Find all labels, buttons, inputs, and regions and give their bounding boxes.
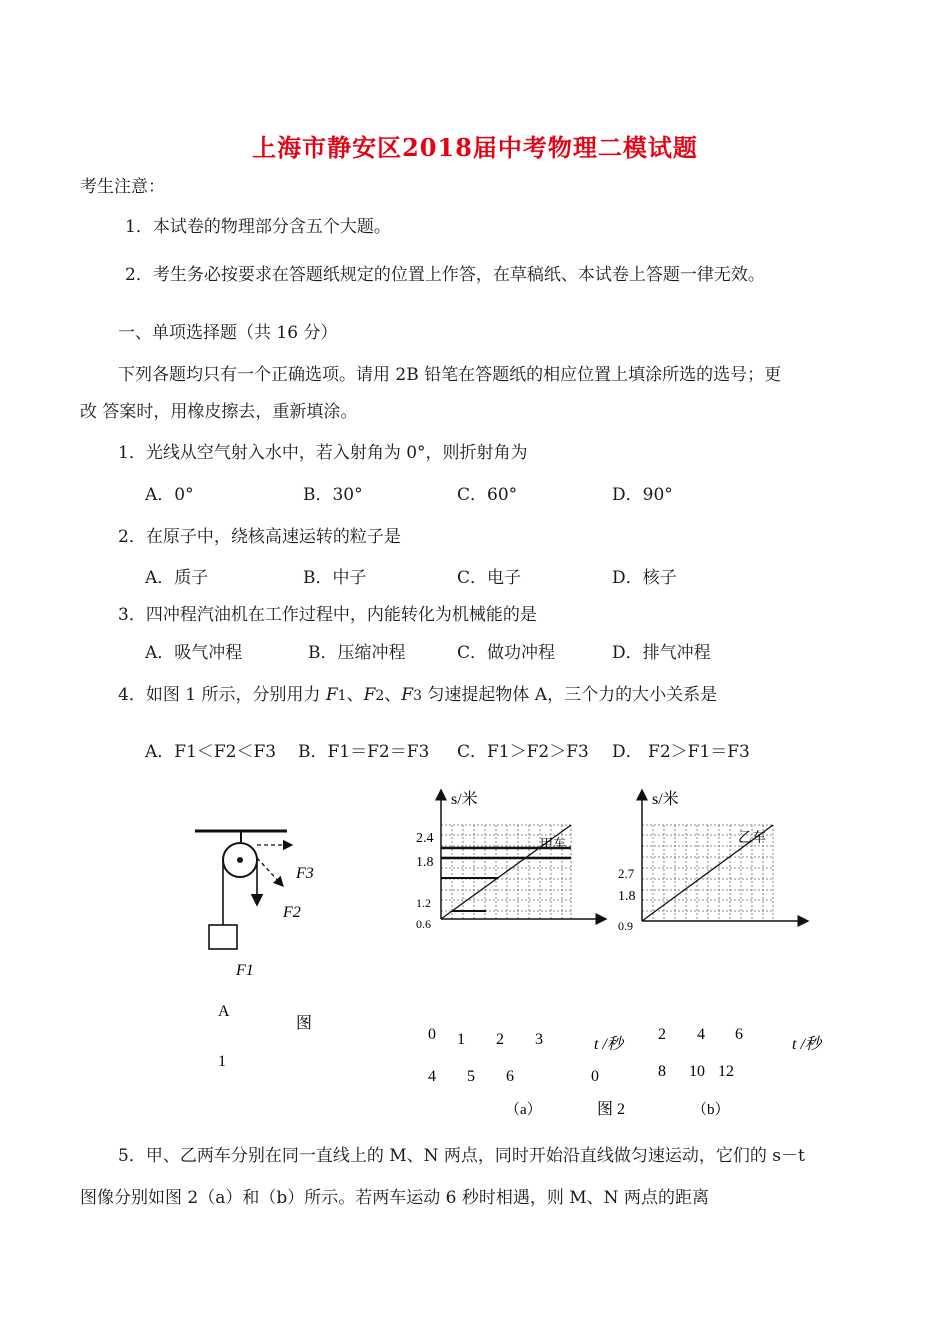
graph-a-xtick: 2 xyxy=(496,1031,504,1048)
graph-b-ytick-0.9: 0.9 xyxy=(618,919,633,933)
pulley-figure xyxy=(195,831,292,949)
graph-a-xtick: 5 xyxy=(467,1068,475,1085)
graph-b-xtick: 10 xyxy=(689,1063,705,1080)
graph-b-ylabel: s/米 xyxy=(652,791,679,808)
q1-option-d: D．90° xyxy=(612,485,673,505)
q2-option-c: C．电子 xyxy=(457,568,522,588)
q4-option-c: C．F1＞F2＞F3 xyxy=(457,742,589,762)
graph-b-sublabel: （b） xyxy=(692,1102,730,1118)
q3-option-d: D．排气冲程 xyxy=(612,643,711,663)
graph-b-xtick: 12 xyxy=(718,1063,734,1080)
question-3-stem: 3．四冲程汽油机在工作过程中，内能转化为机械能的是 xyxy=(118,605,537,625)
graph-a-xtick: 6 xyxy=(506,1068,514,1085)
series-yi-label: 乙车 xyxy=(738,831,766,846)
graph-a-xtick: 0 xyxy=(428,1026,436,1043)
notice-item-2: 2．考生务必按要求在答题纸规定的位置上作答，在草稿纸、本试卷上答题一律无效。 xyxy=(125,265,765,285)
notice-heading: 考生注意： xyxy=(80,177,165,197)
graph-b-xtick: 8 xyxy=(658,1063,666,1080)
graph-a-ytick-1.8: 1.8 xyxy=(416,855,434,870)
question-4-stem: 4．如图 1 所示，分别用力 F1、F2、F3 匀速提起物体 A，三个力的大小关系是 xyxy=(118,685,718,705)
figure2-caption: 图 2 xyxy=(597,1101,626,1118)
section-instruction-2: 改 答案时，用橡皮擦去，重新填涂。 xyxy=(80,402,358,422)
question-2-stem: 2．在原子中，绕核高速运转的粒子是 xyxy=(118,527,401,547)
q1-option-b: B．30° xyxy=(303,485,363,505)
section-instruction-1: 下列各题均只有一个正确选项。请用 2B 铅笔在答题纸的相应位置上填涂所选的选号；更 xyxy=(118,365,782,385)
q2-option-b: B．中子 xyxy=(303,568,367,588)
graph-a-sublabel: （a） xyxy=(505,1102,542,1118)
graph-a-ytick-2.4: 2.4 xyxy=(416,831,434,846)
graph-b-ytick-2.7: 2.7 xyxy=(618,866,635,881)
graph-b-origin: 0 xyxy=(591,1068,599,1085)
graph-a-xtick: 1 xyxy=(457,1031,465,1048)
graph-b-xlabel: t /秒 xyxy=(792,1036,821,1053)
graph-b-xtick: 6 xyxy=(735,1026,743,1043)
figure1-number: 1 xyxy=(218,1053,226,1070)
page-title: 上海市静安区2018届中考物理二模试题 xyxy=(252,133,698,162)
graph-a-xtick: 3 xyxy=(535,1031,543,1048)
q3-option-c: C．做功冲程 xyxy=(457,643,556,663)
graph-a-xlabel: t /秒 xyxy=(594,1036,623,1053)
q3-option-b: B．压缩冲程 xyxy=(308,643,406,663)
label-f2: F2 xyxy=(283,904,301,921)
q4-option-b: B．F1＝F2＝F3 xyxy=(298,742,430,762)
graph-b-ytick-1.8: 1.8 xyxy=(618,889,636,904)
q2-option-d: D．核子 xyxy=(612,568,677,588)
figure1-caption: 图 xyxy=(296,1015,313,1032)
q2-option-a: A．质子 xyxy=(145,568,209,588)
graph-b-xtick: 2 xyxy=(658,1026,666,1043)
series-jia-label: 甲车 xyxy=(540,836,567,851)
figures-area xyxy=(0,770,950,1130)
section-heading: 一、单项选择题（共 16 分） xyxy=(118,323,338,343)
q1-option-a: A．0° xyxy=(145,485,194,505)
label-f3: F3 xyxy=(296,865,314,882)
graph-a xyxy=(441,790,606,919)
question-5-line-2: 图像分别如图 2（a）和（b）所示。若两车运动 6 秒时相遇，则 M、N 两点的距离 xyxy=(80,1188,709,1208)
graph-b xyxy=(642,790,808,921)
q4-option-a: A．F1＜F2＜F3 xyxy=(145,742,277,762)
q1-option-c: C．60° xyxy=(457,485,518,505)
question-5-line-1: 5．甲、乙两车分别在同一直线上的 M、N 两点，同时开始沿直线做匀速运动，它们的 s－t xyxy=(118,1146,805,1166)
notice-item-1: 1．本试卷的物理部分含五个大题。 xyxy=(125,217,391,237)
graph-a-ylabel: s/米 xyxy=(451,791,478,808)
q3-option-a: A．吸气冲程 xyxy=(145,643,243,663)
graph-a-ytick-0.6: 0.6 xyxy=(416,917,431,931)
label-object-a: A xyxy=(218,1003,230,1020)
question-1-stem: 1．光线从空气射入水中，若入射角为 0°，则折射角为 xyxy=(118,443,528,463)
graph-b-xtick: 4 xyxy=(697,1026,705,1043)
graph-a-ytick-1.2: 1.2 xyxy=(416,896,431,910)
q4-option-d: D． F2＞F1＝F3 xyxy=(612,742,750,762)
label-f1: F1 xyxy=(236,962,254,979)
graph-a-xtick: 4 xyxy=(428,1068,436,1085)
